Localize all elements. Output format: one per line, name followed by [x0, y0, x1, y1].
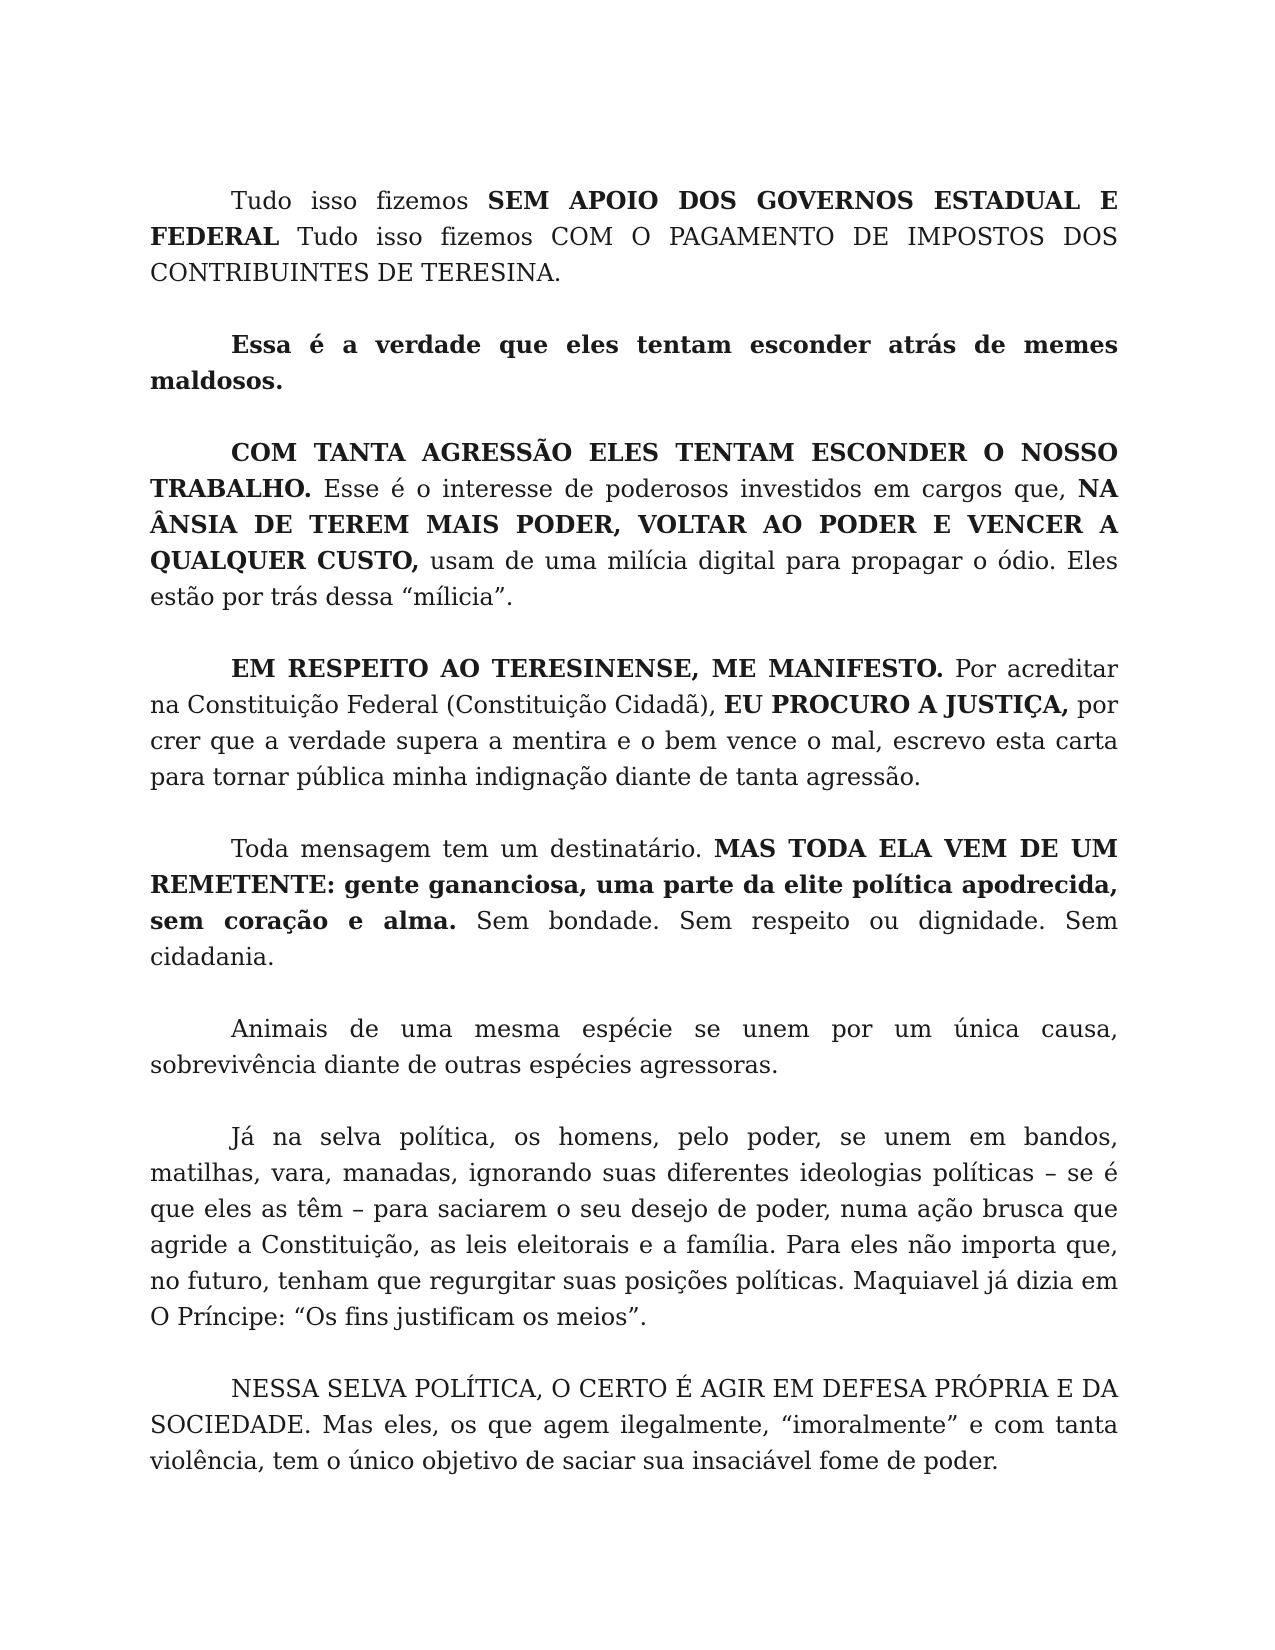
document-page: [150, 183, 1118, 1515]
p3-text-2: usam de uma milícia digital para propagar o ódio. Eles estão por trás dessa “mílicia”.: [150, 547, 1118, 611]
p5-bold-1: MAS TODA ELA VEM DE UM REMETENTE: gente gananciosa, uma parte da elite política apodrecida, sem coração e alma.: [150, 834, 1118, 935]
p5-text-1: Toda mensagem tem um destinatário.: [231, 835, 714, 863]
p4-text-2: por crer que a verdade supera a mentira e o bem vence o mal, escrevo esta carta para tornar pública minha indignação diante de tanta agressão.: [150, 691, 1119, 791]
paragraph-5: [150, 831, 1118, 975]
paragraph-6: [150, 1011, 1118, 1083]
paragraph-4: [150, 651, 1118, 795]
p7-text: Já na selva política, os homens, pelo poder, se unem em bandos, matilhas, vara, manadas, ignorando suas diferentes ideologias políticas – se é que eles as têm – para saciarem o seu desejo de poder, numa ação brusca que agride a Constituição, as leis eleitorais e a família. Para eles não importa que, no futuro, tenham que regurgitar suas posições políticas. Maquiavel já dizia em O Príncipe: “Os fins justificam os meios”.: [150, 1123, 1118, 1331]
p3-bold-2: NA ÂNSIA DE TEREM MAIS PODER, VOLTAR AO PODER E VENCER A QUALQUER CUSTO,: [150, 474, 1118, 575]
p3-text-1: Esse é o interesse de poderosos investidos em cargos que,: [311, 475, 1078, 503]
paragraph-3: [150, 435, 1118, 615]
paragraph-2: [150, 327, 1118, 399]
p4-text-1: Por acreditar na Constituição Federal (Constituição Cidadã),: [150, 655, 1118, 719]
p8-text: NESSA SELVA POLÍTICA, O CERTO É AGIR EM DEFESA PRÓPRIA E DA SOCIEDADE. Mas eles, os que agem ilegalmente, “imoralmente” e com tanta violência, tem o único objetivo de saciar sua insaciável fome de poder.: [150, 1375, 1118, 1475]
p2-text: Essa é a verdade que eles tentam esconder atrás de memes maldosos.: [150, 330, 1118, 395]
paragraph-7: [150, 1119, 1118, 1335]
p6-text: Animais de uma mesma espécie se unem por um única causa, sobrevivência diante de outras espécies agressoras.: [150, 1015, 1118, 1079]
paragraph-8: [150, 1371, 1118, 1479]
p5-text-2: Sem bondade. Sem respeito ou dignidade. Sem cidadania.: [150, 907, 1119, 971]
p1-line2: Tudo isso fizemos COM O PAGAMENTO DE IMPOSTOS DOS CONTRIBUINTES DE TERESINA.: [150, 223, 1118, 287]
p1-bold: SEM APOIO DOS GOVERNOS ESTADUAL E FEDERAL: [150, 186, 1119, 251]
p4-bold-1: EM RESPEITO AO TERESINENSE, ME MANIFESTO.: [231, 654, 944, 683]
p1-text: Tudo isso fizemos: [231, 187, 488, 215]
p4-bold-2: EU PROCURO A JUSTIÇA,: [723, 690, 1070, 719]
paragraph-1: [150, 183, 1118, 291]
p3-bold-1: COM TANTA AGRESSÃO ELES TENTAM ESCONDER O NOSSO TRABALHO.: [150, 438, 1118, 503]
